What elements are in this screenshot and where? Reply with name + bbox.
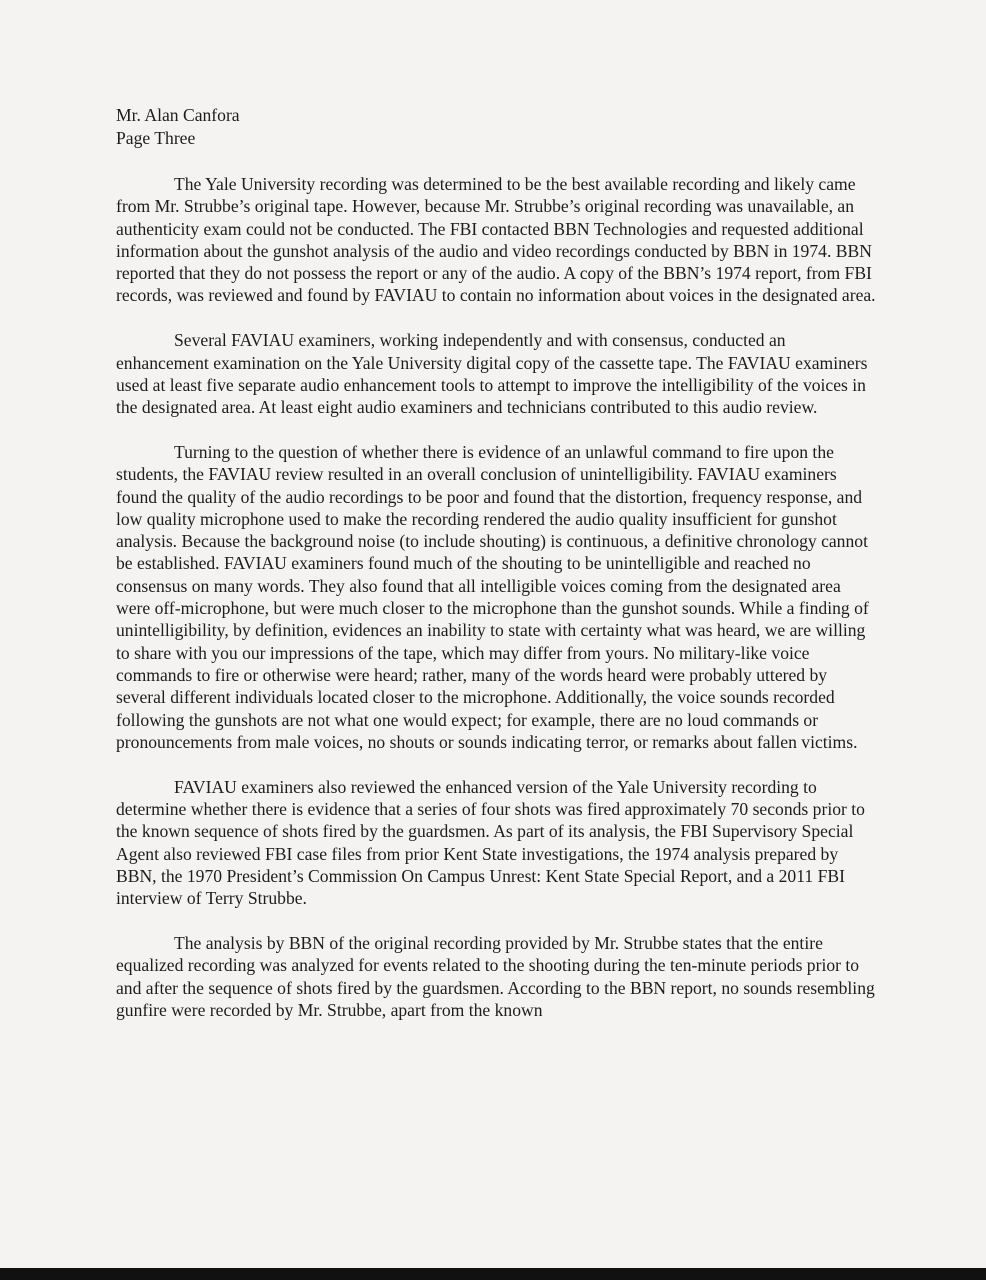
letter-body	[116, 173, 876, 1043]
scan-bottom-edge	[0, 1268, 986, 1280]
paragraph-unintelligibility: Turning to the question of whether there is evidence of an unlawful command to fire upon the students, the FAVIAU review resulted in an overall conclusion of unintelligibility. FAVIAU examiners found the quality of the audio recordings to be poor and found that the distortion, frequency response, and low quality microphone used to make the recording rendered the audio quality insufficient for gunshot analysis. Because the background noise (to include shouting) is continuous, a definitive chronology cannot be established. FAVIAU examiners found much of the shouting to be unintelligible and reached no consensus on many words. They also found that all intelligible voices coming from the designated area were off-microphone, but were much closer to the microphone than the gunshot sounds. While a finding of unintelligibility, by definition, evidences an inability to state with certainty what was heard, we are willing to share with you our impressions of the tape, which may differ from yours. No military-like voice commands to fire or otherwise were heard; rather, many of the words heard were probably uttered by several different individuals located closer to the microphone. Additionally, the voice sounds recorded following the gunshots are not what one would expect; for example, there are no loud commands or pronouncements from male voices, no shouts or sounds indicating terror, or remarks about fallen victims.	[116, 441, 869, 752]
paragraph-four-shots-review: FAVIAU examiners also reviewed the enhanced version of the Yale University recording to determine whether there is evidence that a series of four shots was fired approximately 70 seconds prior to the known sequence of shots fired by the guardsmen. As part of its analysis, the FBI Supervisory Special Agent also reviewed FBI case files from prior Kent State investigations, the 1974 analysis prepared by BBN, the 1970 President’s Commission On Campus Unrest: Kent State Special Report, and a 2011 FBI interview of Terry Strubbe.	[116, 776, 865, 909]
paragraph-enhancement-exam: Several FAVIAU examiners, working independently and with consensus, conducted an enhancement examination on the Yale University digital copy of the cassette tape. The FAVIAU examiners used at least five separate audio enhancement tools to attempt to improve the intelligibility of the voices in the designated area. At least eight audio examiners and technicians contributed to this audio review.	[116, 330, 868, 418]
paragraph-yale-recording: The Yale University recording was determined to be the best available recording and likely came from Mr. Strubbe’s original tape. However, because Mr. Strubbe’s original recording was unavailable, an authenticity exam could not be conducted. The FBI contacted BBN Technologies and requested additional information about the gunshot analysis of the audio and video recordings conducted by BBN in 1974. BBN reported that they do not possess the report or any of the audio. A copy of the BBN’s 1974 report, from FBI records, was reviewed and found by FAVIAU to contain no information about voices in the designated area.	[116, 174, 876, 306]
recipient-name: Mr. Alan Canfora	[116, 105, 240, 125]
paragraph-bbn-analysis: The analysis by BBN of the original recording provided by Mr. Strubbe states that the entire equalized recording was analyzed for events related to the shooting during the ten-minute periods prior to and after the sequence of shots fired by the guardsmen. According to the BBN report, no sounds resembling gunfire were recorded by Mr. Strubbe, apart from the known	[116, 932, 875, 1020]
page-number-label: Page Three	[116, 128, 196, 148]
letter-header	[116, 104, 240, 150]
